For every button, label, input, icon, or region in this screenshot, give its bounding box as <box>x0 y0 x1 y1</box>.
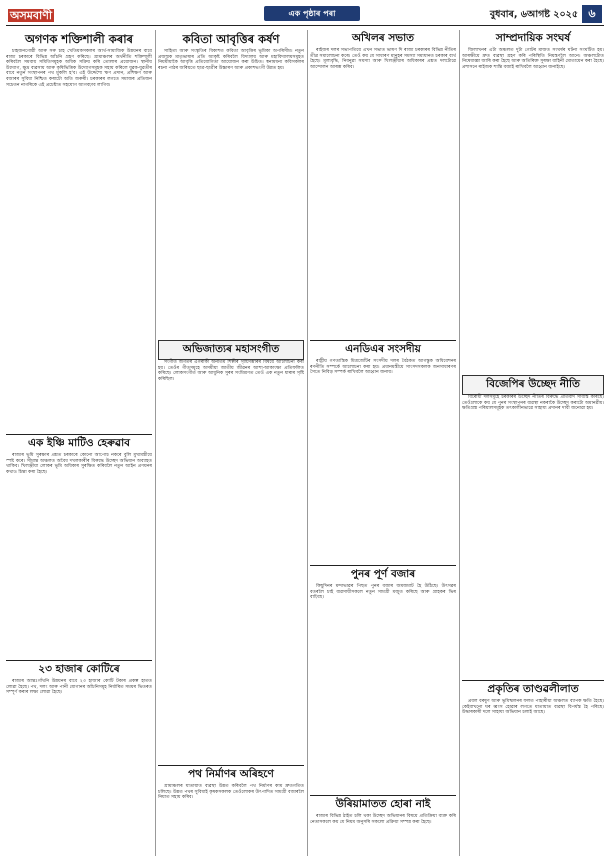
article-headline: পুনৰ পূৰ্ণ বজাৰ <box>350 568 416 580</box>
article <box>462 375 604 675</box>
article-body: প্ৰবল বৰষুণ আৰু ভূমিস্খলনৰ ফলত পাহাৰীয়া অঞ্চলত ব্যাপক ক্ষতি হৈছে। কেইবাখনো ঘৰ ধ্বংস হোৱাৰ লগতে যাতায়াত ব্যৱস্থা বিপৰ্যস্ত হৈ পৰিছে। উদ্ধাৰকাৰী দলে সাহায্য অভিযান চলাই আছে। <box>462 699 604 716</box>
article-body: কিছুদিনৰ মন্দাভাৱৰ পিছত পুনৰ বজাৰ জমজমাট হৈ উঠিছে। উৎসৱৰ বতৰলৈ চাই ব্যৱসায়ীসকলে নতুন সামগ্ৰী মজুত কৰিছে আৰু গ্ৰাহকৰ ভিৰ বাঢ়িছে। <box>310 584 456 601</box>
article-headline: পথ নিৰ্মাণৰ অৰিহণে <box>188 768 274 780</box>
article-body: জিলাখনৰ এটা অঞ্চলত দুটা গোটৰ মাজত সংঘৰ্ষৰ ঘটনা সংঘটিত হয়। আৰক্ষীয়ে দ্ৰুত ব্যৱস্থা গ্ৰহণ কৰি পৰিস্থিতি নিয়ন্ত্ৰণলৈ আনে। অঞ্চলটোত নিষেধাজ্ঞা জাৰি কৰা হৈছে আৰু অতিৰিক্ত সুৰক্ষা বাহিনী মোতায়েন কৰা হৈছে। প্ৰশাসনে ৰাইজক শান্তি বজাই ৰাখিবলৈ আহ্বান জনাইছে। <box>462 48 604 70</box>
article <box>6 434 152 654</box>
article-headline: অখিলৰ সভাত <box>351 32 415 44</box>
column-divider <box>307 30 308 856</box>
article-headline: বিজেপিৰ উচ্ছেদ নীতি <box>462 375 604 395</box>
article <box>310 30 456 335</box>
article-headline: কবিতা আবৃত্তিৰ কৰ্ষণ <box>182 32 280 46</box>
article-body: সাহিত্য আৰু সংস্কৃতিৰ বিকাশত কবিতা আবৃত্তিৰ ভূমিকা অপৰিসীম। নতুন প্ৰজন্মক মাতৃভাষাৰ প্ৰতি আকৃষ্ট কৰিবলৈ বিদ্যালয় আৰু মহাবিদ্যালয়সমূহত নিয়মীয়াকৈ আবৃত্তি প্ৰতিযোগিতা আয়োজন কৰা উচিত। স্বনামধন্য কবিসকলৰ ৰচনা পাঠৰ জৰিয়তে ছাত্ৰ-ছাত্ৰীৰ উচ্চাৰণ আৰু প্ৰকাশভংগী উন্নত হয়। <box>158 49 304 71</box>
masthead <box>6 4 604 26</box>
article-headline: সাম্প্ৰদায়িক সংঘৰ্ষ <box>495 32 571 44</box>
article-headline: উৰিয়ামাতত হোৰা নাই <box>335 798 431 810</box>
article <box>158 340 304 750</box>
page-number: ৬ <box>582 5 602 23</box>
issue-date: বুধবাৰ, ৬আগষ্ট ২০২৫ <box>489 9 578 20</box>
article <box>310 795 456 860</box>
article <box>158 30 304 335</box>
article-body: ৰাষ্ট্ৰীয় গণতান্ত্ৰিক মিত্ৰজোঁটৰ সংসদীয় দলৰ বৈঠকত আগন্তুক অধিবেশনৰ ৰণনীতি সম্পৰ্কে আলোচনা কৰা হয়। প্ৰধানমন্ত্ৰীয়ে সাংসদসকলক জনসাধাৰণৰ সৈতে নিবিড় সম্পৰ্ক ৰাখিবলৈ আহ্বান জনায়। <box>310 359 456 376</box>
article-body: ৰাজ্যৰ আন্তঃগাঁথনি উন্নয়নৰ বাবে ২৩ হাজাৰ কোটি টকাৰ প্ৰকল্প হাতত লোৱা হৈছে। পথ, দলং আৰু পানী যোগানৰ আঁচনিসমূহ নিৰ্ধাৰিত সময়ৰ ভিতৰত সম্পূৰ্ণ কৰাৰ লক্ষ্য লোৱা হৈছে। <box>6 679 152 696</box>
article-body: চাহজনগোষ্ঠী আৰু সৰু চাহ খেতিয়কসকলৰ আৰ্থ-সামাজিক উন্নয়নৰ বাবে ৰাজ্য চৰকাৰে বিভিন্ন আঁচনি গ্ৰহণ কৰিছে। গ্ৰামাঞ্চলৰ অৰ্থনীতি শক্তিশালী কৰিবলৈ সমবায় সমিতিসমূহক অধিক সক্ৰিয় কৰি তোলাৰ প্ৰয়োজন। স্থানীয় উদ্যোগ, ক্ষুদ্ৰ ব্যৱসায় আৰু কৃষিভিত্তিক উদ্যোগসমূহক সহায় কৰিলে যুৱক-যুৱতীৰ বাবে নতুন সংস্থাপনৰ পথ মুকলি হ'ব। এই উদ্দেশ্যে ঋণ প্ৰদান, প্ৰশিক্ষণ আৰু বজাৰৰ সুবিধা নিশ্চিত কৰাটো অতি জৰুৰী। চৰকাৰৰ লগতে সমাজৰ প্ৰতিজন সচেতন নাগৰিকে এই প্ৰচেষ্টাত সহযোগ আগবঢ়াব লাগিব। <box>6 49 152 88</box>
article-body: ৰাইজৰ দলৰ সভাপতিয়ে এখন সভাত ভাষণ দি ৰাজ্য চৰকাৰৰ বিভিন্ন নীতিৰ তীব্ৰ সমালোচনা কৰে। তেওঁ কয় যে সাধাৰণ মানুহৰ সমস্যা সমাধানত চৰকাৰ ব্যৰ্থ হৈছে। মূল্যবৃদ্ধি, নিবনুৱা সমস্যা আৰু খিলঞ্জীয়াৰ অধিকাৰৰ প্ৰশ্নত দলটোৱে আন্দোলন আৰম্ভ কৰিব। <box>310 48 456 70</box>
article-headline: এক ইঞ্চি মাটিও হেৰুৱাব <box>28 437 130 449</box>
article-headline: এনডিএৰ সংসদীয় <box>345 343 421 355</box>
column-divider <box>459 30 460 856</box>
newspaper-logo: অসমবাণী <box>10 9 53 22</box>
article <box>158 765 304 860</box>
article <box>6 30 152 430</box>
article-headline: অগণক শক্তিশালী কৰাৰ <box>24 32 134 46</box>
column-divider <box>155 30 156 856</box>
article <box>6 660 152 860</box>
article-headline: ২৩ হাজাৰ কোটিৰে <box>38 663 120 675</box>
article-headline: অভিজাত্যৰ মহাসংগীত <box>158 340 304 360</box>
article <box>462 30 604 370</box>
article <box>310 565 456 790</box>
page-label: এক পৃষ্ঠাৰ পৰা <box>264 6 360 21</box>
article-body: ৰাজ্যৰ বিভিন্ন ঠাইত চলি থকা উচ্ছেদ অভিযানৰ বিষয়ে প্ৰতিক্ৰিয়া ব্যক্ত কৰি নেতাসকলে কয় যে নিয়ম অনুসৰি সকলো প্ৰক্ৰিয়া সম্পন্ন কৰা হৈছে। <box>310 814 456 825</box>
article <box>462 680 604 860</box>
article-headline: প্ৰকৃতিৰ তাণ্ডৱলীলাত <box>487 683 579 695</box>
article-body: বিৰোধী দলসমূহে চৰকাৰৰ উচ্ছেদ নীতিৰ বিৰুদ্ধে প্ৰতিবাদ সাব্যস্ত কৰিছে। তেওঁলোকে কয় যে পুনৰ সংস্থাপনৰ ব্যৱস্থা নকৰাকৈ উচ্ছেদ কৰাটো অমানৱীয়। ক্ষতিগ্ৰস্ত পৰিয়ালসমূহক তৎকালীনভাৱে সাহায্য প্ৰদানৰ দাবী জনোৱা হয়। <box>462 395 604 412</box>
article <box>310 340 456 560</box>
article-body: গ্ৰামাঞ্চলৰ যাতায়াত ব্যৱস্থা উন্নত কৰিবলৈ পথ নিৰ্মাণৰ কাম দ্ৰুতগতিত চলিছে। উন্নত পথৰ সুবিধাই কৃষকসকলক তেওঁলোকৰ উৎপাদিত সামগ্ৰী বজাৰলৈ নিয়াত সহায় কৰিব। <box>158 784 304 801</box>
article-body: সংগীত জগতৰ এগৰাকী অন্যতম শিল্পীৰ সৃষ্টিসম্ভাৰৰ বিষয়ে আলোচনা কৰা হয়। তেওঁৰ গীতসমূহে অসমীয়া জাতীয় জীৱনৰ আশা-আকাংক্ষা প্ৰতিফলিত কৰিছে। লোকসংগীত আৰু আধুনিক সুৰৰ সংমিশ্ৰণত তেওঁ এক নতুন ধাৰাৰ সৃষ্টি কৰিছিল। <box>158 360 304 382</box>
article-body: ৰাজ্যৰ ভূমি সুৰক্ষাৰ প্ৰশ্নত চৰকাৰে কোনো আপোচ নকৰে বুলি মুখ্যমন্ত্ৰীয়ে স্পষ্ট কৰে। সীমান্ত অঞ্চলত অবৈধ দখলকাৰীৰ বিৰুদ্ধে উচ্ছেদ অভিযান অব্যাহত থাকিব। খিলঞ্জীয়া লোকৰ ভূমি অধিকাৰ সুৰক্ষিত কৰিবলৈ নতুন আইন প্ৰণয়নৰ কথাও চিন্তা কৰা হৈছে। <box>6 453 152 475</box>
